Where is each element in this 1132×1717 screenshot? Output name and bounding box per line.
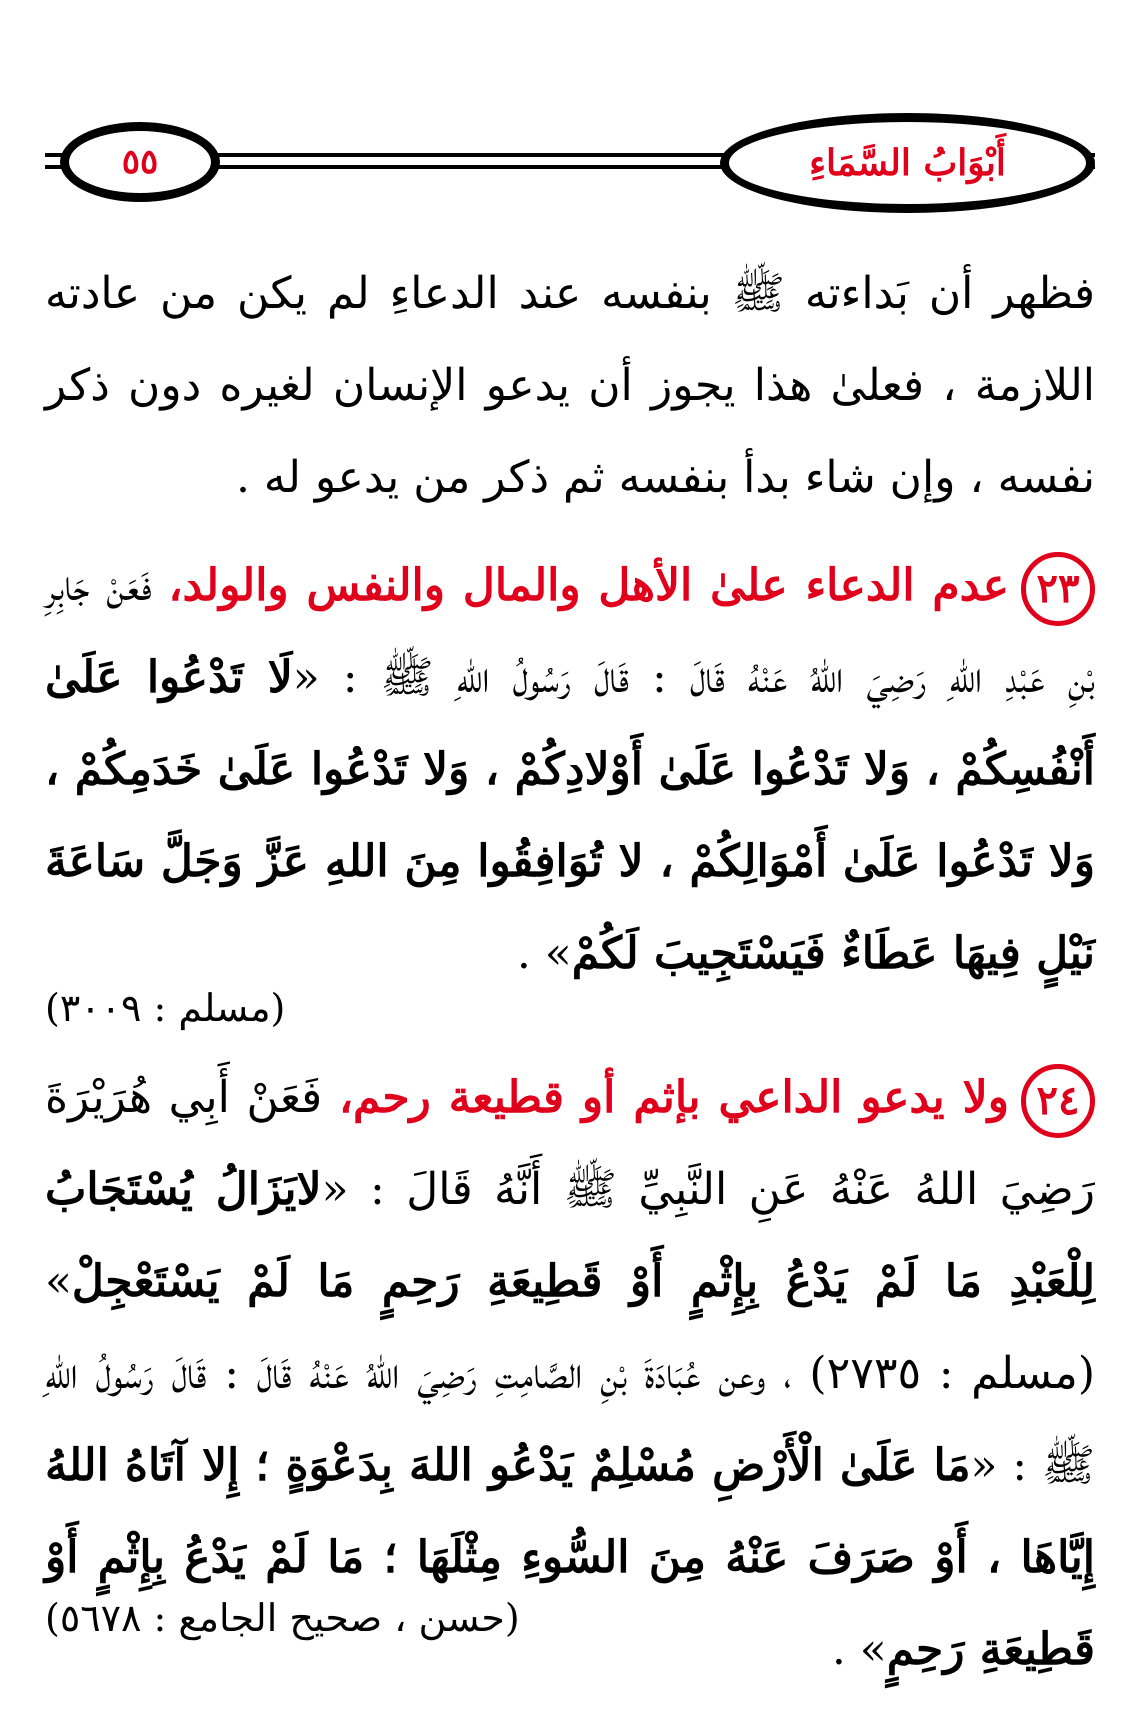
- section-23-reference: (مسلم : ٣٠٠٩): [45, 986, 286, 1030]
- page-number: ٥٥: [121, 142, 159, 182]
- page-number-badge: [60, 122, 220, 202]
- section-24-intro: فَعَنْ أَبِي هُرَيْرَةَ رَضِيَ اللهُ عَنْهُ عَنِ النَّبِيِّ ﷺ أَنَّهُ قَالَ : «: [45, 1072, 1095, 1215]
- section-24-hadith-1: لايَزَالُ يُسْتَجَابُ لِلْعَبْدِ مَا لَمْ يَدْعُ بِإِثْمٍ أَوْ قَطِيعَةِ رَحِمٍ مَا لَمْ يَسْتَعْجِلْ: [45, 1164, 1095, 1307]
- section-23: [45, 540, 1095, 1000]
- section-23-number: ٢٣: [1021, 552, 1095, 626]
- section-24-heading: ولا يدعو الداعي بإثم أو قطيعة رحم،: [338, 1072, 1009, 1123]
- section-24-reference-1: » (مسلم : ٢٧٣٥) ،: [45, 1256, 1096, 1399]
- intro-paragraph: [45, 248, 1095, 524]
- section-23-closing: » .: [516, 928, 572, 979]
- section-23-heading: عدم الدعاء علىٰ الأهل والمال والنفس والولد،: [168, 560, 1009, 611]
- section-23-hadith: لَا تَدْعُوا عَلَىٰ أَنْفُسِكُمْ ، وَلا تَدْعُوا عَلَىٰ أَوْلادِكُمْ ، وَلا تَدْعُوا عَلَىٰ خَدَمِكُمْ ، وَلا تَدْعُوا عَلَىٰ أَمْوَالِكُمْ ، لا تُوَافِقُوا مِنَ اللهِ عَزَّ وَجَلَّ سَاعَةَ نَيْلٍ فِيهَا عَطَاءٌ فَيَسْتَجِيبَ لَكُمْ: [45, 652, 1095, 979]
- section-23-intro: فَعَنْ جَابِرِ بْنِ عَبْدِ اللهِ رَضِيَ اللهُ عَنْهُ قَالَ : قَالَ رَسُولُ اللهِ ﷺ : «: [45, 560, 1095, 703]
- intro-text: فظهر أن بَداءته ﷺ بنفسه عند الدعاءِ لم يكن من عادته اللازمة ، فعلىٰ هذا يجوز أن يدعو الإنسان لغيره دون ذكر نفسه ، وإن شاء بدأ بنفسه ثم ذكر من يدعو له .: [45, 268, 1095, 503]
- section-24-intro-2: وعن عُبَادَةَ بْنِ الصَّامِتِ رَضِيَ اللهُ عَنْهُ قَالَ : قَالَ رَسُولُ اللهِ ﷺ : «: [45, 1348, 1095, 1491]
- chapter-title: أَبْوَابُ السَّمَاءِ: [809, 142, 1006, 184]
- section-24-number: ٢٤: [1021, 1064, 1095, 1138]
- section-24-reference: (حسن ، صحيح الجامع : ٥٦٧٨): [45, 1596, 520, 1640]
- section-24-closing: » .: [831, 1624, 887, 1675]
- section-24-hadith-2: مَا عَلَىٰ الْأَرْضِ مُسْلِمٌ يَدْعُو اللهَ بِدَعْوَةٍ ؛ إِلا آتَاهُ اللهُ إِيَّاهَا ، أَوْ صَرَفَ عَنْهُ مِنَ السُّوءِ مِثْلَهَا ؛ مَا لَمْ يَدْعُ بِإِثْمٍ أَوْ قَطِيعَةِ رَحِمٍ: [45, 1440, 1095, 1675]
- chapter-title-badge: [720, 113, 1095, 213]
